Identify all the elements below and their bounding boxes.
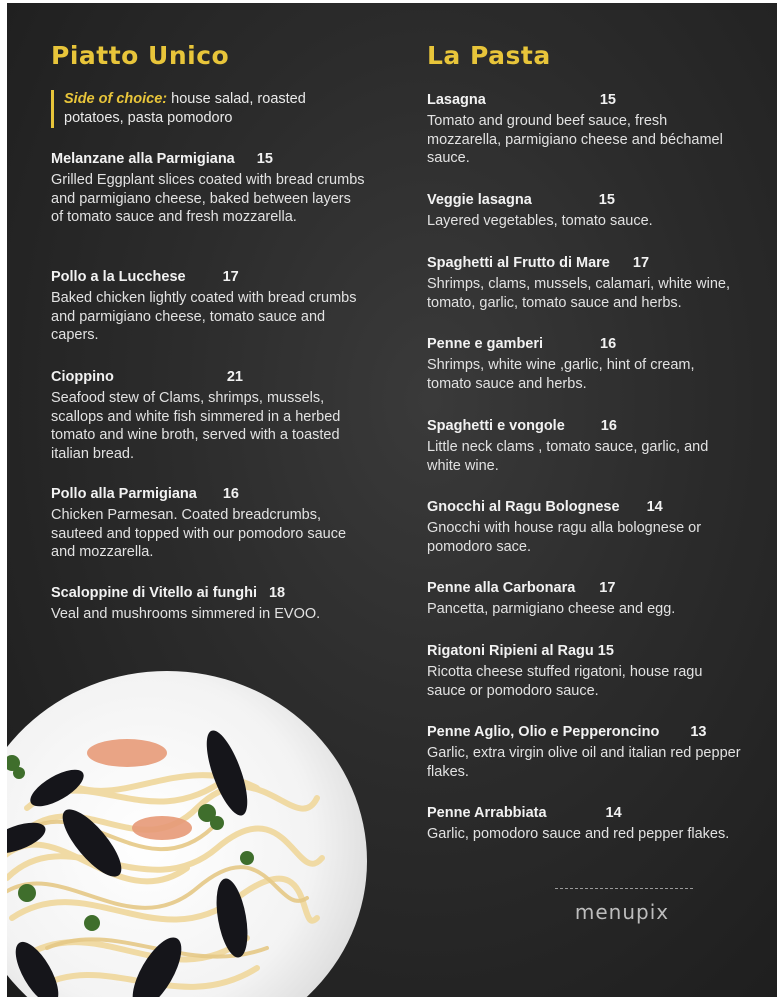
item-name: Gnocchi al Ragu Bolognese [427,499,620,515]
item-price: 14 [646,499,663,515]
item-title-row [51,484,366,504]
item-description: Pancetta, parmigiano cheese and egg. [427,601,676,617]
menu-item [51,367,366,463]
item-name: Spaghetti al Frutto di Mare [427,255,610,271]
menu-item [51,583,366,624]
item-name: Penne alla Carbonara [427,580,576,596]
item-title-row [51,583,366,603]
item-title-row [427,190,742,210]
side-note-label: Side of choice: [64,91,168,107]
section-heading-piatto-unico: Piatto Unico [51,41,230,70]
item-title-row [427,722,742,742]
item-name: Penne Aglio, Olio e Pepperoncino [427,724,660,740]
menu-item [427,190,742,231]
item-price: 15 [597,643,614,659]
item-price: 18 [268,585,286,601]
item-description: Garlic, extra virgin olive oil and italian red pepper flakes. [427,745,741,780]
item-name: Veggie lasagna [427,192,532,208]
item-title-row [427,90,742,110]
menu-item [51,267,366,345]
item-price: 16 [600,336,617,352]
menu-item [427,416,742,475]
item-price: 17 [222,269,239,285]
menu-item [427,497,742,556]
menu-item [427,253,742,312]
menu-item [427,641,742,700]
item-name: Lasagna [427,92,486,108]
item-price: 21 [226,369,243,385]
item-price: 13 [690,724,707,740]
item-name: Pollo alla Parmigiana [51,486,197,502]
item-price: 14 [605,805,622,821]
item-price: 16 [222,486,239,502]
item-name: Scaloppine di Vitello ai funghi [51,585,257,601]
item-description: Tomato and ground beef sauce, fresh mozzarella, parmigiano cheese and béchamel sauce. [427,113,723,166]
menu-item [51,484,366,562]
item-description: Baked chicken lightly coated with bread crumbs and parmigiano cheese, tomato sauce and capers. [51,290,357,343]
item-title-row [51,149,366,169]
item-description: Ricotta cheese stuffed rigatoni, house ragu sauce or pomodoro sauce. [427,664,703,699]
item-description: Grilled Eggplant slices coated with bread crumbs and parmigiano cheese, baked between layers of tomato sauce and fresh mozzarella. [51,172,365,225]
item-price: 15 [599,92,616,108]
item-description: Shrimps, white wine ,garlic, hint of cream, tomato sauce and herbs. [427,357,695,392]
menu-item [427,578,742,619]
item-price: 17 [599,580,616,596]
side-of-choice-note [51,90,364,128]
item-name: Penne Arrabbiata [427,805,547,821]
item-title-row [51,267,366,287]
item-name: Cioppino [51,369,114,385]
item-name: Pollo a la Lucchese [51,269,186,285]
item-description: Chicken Parmesan. Coated breadcrumbs, sauteed and topped with our pomodoro sauce and mozzarella. [51,507,347,560]
menu-item [427,722,742,781]
item-description: Little neck clams , tomato sauce, garlic, and white wine. [427,439,709,474]
item-description: Seafood stew of Clams, shrimps, mussels, scallops and white fish simmered in a herbed tomato and wine broth, served with a toasted italian bread. [51,390,341,462]
item-title-row [427,497,742,517]
menu-item [51,149,366,227]
item-title-row [427,803,742,823]
item-name: Penne e gamberi [427,336,544,352]
menu-page [7,3,777,997]
item-description: Veal and mushrooms simmered in EVOO. [51,606,321,622]
menu-item [427,334,742,393]
item-title-row [427,641,742,661]
menupix-watermark: menupix [574,900,670,924]
item-description: Garlic, pomodoro sauce and red pepper flakes. [427,826,730,842]
section-heading-la-pasta: La Pasta [427,41,551,70]
item-name: Melanzane alla Parmigiana [51,151,235,167]
item-title-row [427,253,742,273]
menu-item [427,90,742,168]
watermark-divider [555,888,693,889]
menu-item [427,803,742,844]
item-description: Layered vegetables, tomato sauce. [427,213,653,229]
item-title-row [427,578,742,598]
item-name: Rigatoni Ripieni al Ragu [427,643,594,659]
item-description: Shrimps, clams, mussels, calamari, white wine, tomato, garlic, tomato sauce and herbs. [427,276,730,311]
item-price: 17 [632,255,650,271]
item-description: Gnocchi with house ragu alla bolognese or pomodoro sace. [427,520,702,555]
item-name: Spaghetti e vongole [427,418,565,434]
item-price: 16 [600,418,617,434]
item-price: 15 [256,151,273,167]
item-title-row [427,334,742,354]
pasta-with-mussels-image [7,718,327,997]
item-title-row [427,416,742,436]
item-title-row [51,367,366,387]
item-price: 15 [598,192,615,208]
side-note-text: house salad, roasted potatoes, pasta pomodoro [64,91,306,126]
